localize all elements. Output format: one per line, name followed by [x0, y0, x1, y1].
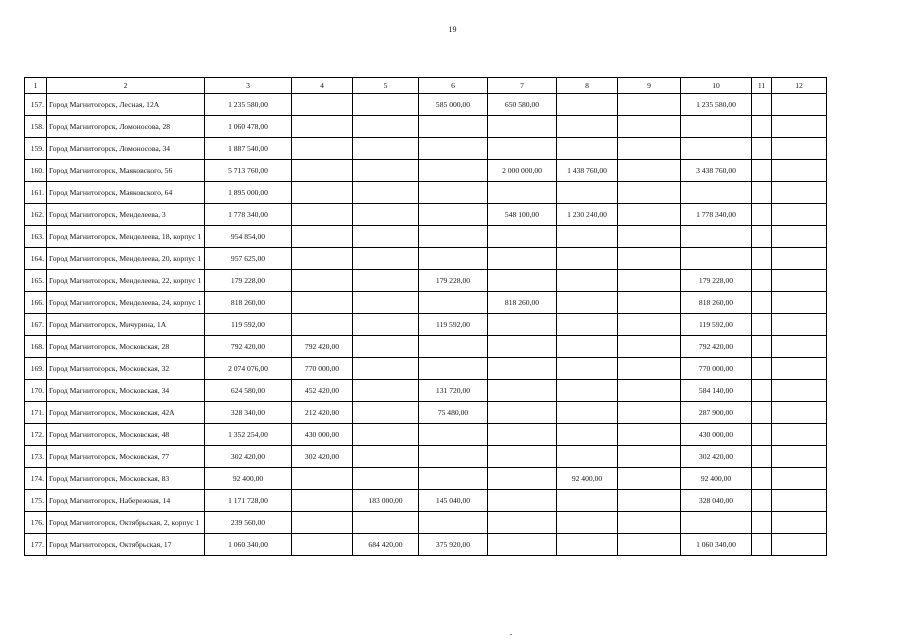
- amount-col-3: 792 420,00: [205, 336, 292, 358]
- table-row: [25, 292, 827, 314]
- amount-col-3: 1 352 254,00: [205, 424, 292, 446]
- amount-col-6: 131 720,00: [419, 380, 488, 402]
- amount-col-8: [557, 248, 618, 270]
- amount-col-12: [772, 424, 827, 446]
- amount-col-12: [772, 380, 827, 402]
- column-header-7: 7: [488, 78, 557, 94]
- amount-col-4: [292, 94, 353, 116]
- amount-col-9: [618, 292, 681, 314]
- amount-col-12: [772, 204, 827, 226]
- amount-col-3: 1 235 580,00: [205, 94, 292, 116]
- address-cell: Город Магнитогорск, Московская, 77: [47, 446, 205, 468]
- amount-col-9: [618, 402, 681, 424]
- amount-col-4: [292, 534, 353, 556]
- amount-col-7: [488, 468, 557, 490]
- amount-col-12: [772, 534, 827, 556]
- amount-col-10: 792 420,00: [681, 336, 752, 358]
- table-row: [25, 490, 827, 512]
- amount-col-3: 1 060 340,00: [205, 534, 292, 556]
- amount-col-12: [772, 138, 827, 160]
- table-row: [25, 204, 827, 226]
- amount-col-6: 75 480,00: [419, 402, 488, 424]
- amount-col-11: [752, 446, 772, 468]
- amount-col-10: 584 140,00: [681, 380, 752, 402]
- amount-col-3: 239 560,00: [205, 512, 292, 534]
- amount-col-11: [752, 336, 772, 358]
- amount-col-3: 954 854,00: [205, 226, 292, 248]
- amount-col-9: [618, 358, 681, 380]
- amount-col-9: [618, 270, 681, 292]
- amount-col-8: [557, 336, 618, 358]
- table-row: [25, 424, 827, 446]
- amount-col-3: 1 895 000,00: [205, 182, 292, 204]
- row-number: 160.: [25, 160, 47, 182]
- amount-col-12: [772, 446, 827, 468]
- amount-col-4: [292, 204, 353, 226]
- amount-col-9: [618, 116, 681, 138]
- amount-col-9: [618, 446, 681, 468]
- header-row: [25, 78, 827, 94]
- amount-col-5: [353, 314, 419, 336]
- amount-col-12: [772, 402, 827, 424]
- amount-col-7: [488, 314, 557, 336]
- amount-col-8: [557, 446, 618, 468]
- amount-col-9: [618, 380, 681, 402]
- row-number: 169.: [25, 358, 47, 380]
- address-cell: Город Магнитогорск, Ломоносова, 34: [47, 138, 205, 160]
- address-cell: Город Магнитогорск, Менделеева, 24, корпус 1: [47, 292, 205, 314]
- amount-col-7: 548 100,00: [488, 204, 557, 226]
- amount-col-11: [752, 468, 772, 490]
- amount-col-7: [488, 512, 557, 534]
- amount-col-4: [292, 490, 353, 512]
- address-cell: Город Магнитогорск, Менделеева, 20, корпус 1: [47, 248, 205, 270]
- table-row: [25, 138, 827, 160]
- amount-col-8: 1 438 760,00: [557, 160, 618, 182]
- amount-col-12: [772, 490, 827, 512]
- amount-col-3: 2 074 076,00: [205, 358, 292, 380]
- amount-col-6: [419, 336, 488, 358]
- amount-col-10: 287 900,00: [681, 402, 752, 424]
- amount-col-7: [488, 380, 557, 402]
- amount-col-10: 1 235 580,00: [681, 94, 752, 116]
- column-header-12: 12: [772, 78, 827, 94]
- amount-col-4: [292, 468, 353, 490]
- amount-col-7: [488, 490, 557, 512]
- address-cell: Город Магнитогорск, Октябрьская, 17: [47, 534, 205, 556]
- amount-col-11: [752, 270, 772, 292]
- row-number: 171.: [25, 402, 47, 424]
- amount-col-4: 212 420,00: [292, 402, 353, 424]
- amount-col-9: [618, 468, 681, 490]
- amount-col-4: 302 420,00: [292, 446, 353, 468]
- row-number: 176.: [25, 512, 47, 534]
- amount-col-9: [618, 512, 681, 534]
- amount-col-4: [292, 512, 353, 534]
- amount-col-6: [419, 424, 488, 446]
- amount-col-12: [772, 182, 827, 204]
- amount-col-7: 2 000 000,00: [488, 160, 557, 182]
- page-number: 19: [448, 25, 457, 34]
- amount-col-8: [557, 226, 618, 248]
- table-row: [25, 94, 827, 116]
- amount-col-3: 818 260,00: [205, 292, 292, 314]
- amount-col-11: [752, 204, 772, 226]
- address-cell: Город Магнитогорск, Московская, 48: [47, 424, 205, 446]
- amount-col-10: [681, 116, 752, 138]
- amount-col-9: [618, 314, 681, 336]
- row-number: 163.: [25, 226, 47, 248]
- amount-col-6: 145 040,00: [419, 490, 488, 512]
- amount-col-4: [292, 182, 353, 204]
- amount-col-6: [419, 248, 488, 270]
- amount-col-9: [618, 424, 681, 446]
- amount-col-9: [618, 336, 681, 358]
- amount-col-10: [681, 248, 752, 270]
- amount-col-7: [488, 358, 557, 380]
- amount-col-4: [292, 270, 353, 292]
- amount-col-6: [419, 160, 488, 182]
- amount-col-7: [488, 182, 557, 204]
- amount-col-12: [772, 292, 827, 314]
- amount-col-10: 328 040,00: [681, 490, 752, 512]
- amount-col-5: [353, 160, 419, 182]
- amount-col-12: [772, 248, 827, 270]
- amount-col-3: 302 420,00: [205, 446, 292, 468]
- row-number: 174.: [25, 468, 47, 490]
- amount-col-10: 1 778 340,00: [681, 204, 752, 226]
- amount-col-7: [488, 226, 557, 248]
- address-cell: Город Магнитогорск, Московская, 28: [47, 336, 205, 358]
- amount-col-3: 92 400,00: [205, 468, 292, 490]
- column-header-5: 5: [353, 78, 419, 94]
- amount-col-8: 1 230 240,00: [557, 204, 618, 226]
- table-row: [25, 380, 827, 402]
- address-cell: Город Магнитогорск, Маяковского, 56: [47, 160, 205, 182]
- amount-col-7: [488, 248, 557, 270]
- table-body: [25, 94, 827, 556]
- amount-col-12: [772, 314, 827, 336]
- amount-col-5: [353, 468, 419, 490]
- amount-col-7: [488, 336, 557, 358]
- amount-col-6: [419, 358, 488, 380]
- amount-col-5: [353, 138, 419, 160]
- address-cell: Город Магнитогорск, Набережная, 14: [47, 490, 205, 512]
- amount-col-11: [752, 94, 772, 116]
- table-row: [25, 160, 827, 182]
- address-cell: Город Магнитогорск, Менделеева, 22, корпус 1: [47, 270, 205, 292]
- address-cell: Город Магнитогорск, Октябрьская, 2, корпус 1: [47, 512, 205, 534]
- amount-col-3: 179 228,00: [205, 270, 292, 292]
- amount-col-8: [557, 490, 618, 512]
- amount-col-9: [618, 204, 681, 226]
- amount-col-5: [353, 94, 419, 116]
- amount-col-8: [557, 182, 618, 204]
- table-row: [25, 534, 827, 556]
- amount-col-8: [557, 380, 618, 402]
- amount-col-12: [772, 336, 827, 358]
- amount-col-6: [419, 446, 488, 468]
- address-cell: Город Магнитогорск, Московская, 83: [47, 468, 205, 490]
- amount-col-12: [772, 226, 827, 248]
- amount-col-10: 302 420,00: [681, 446, 752, 468]
- amount-col-10: 92 400,00: [681, 468, 752, 490]
- column-header-4: 4: [292, 78, 353, 94]
- row-number: 166.: [25, 292, 47, 314]
- amount-col-3: 1 171 728,00: [205, 490, 292, 512]
- amount-col-3: 624 580,00: [205, 380, 292, 402]
- amount-col-10: 119 592,00: [681, 314, 752, 336]
- amount-col-7: [488, 402, 557, 424]
- address-cell: Город Магнитогорск, Московская, 42А: [47, 402, 205, 424]
- amount-col-3: 1 778 340,00: [205, 204, 292, 226]
- table-row: [25, 402, 827, 424]
- amount-col-11: [752, 116, 772, 138]
- amount-col-11: [752, 226, 772, 248]
- table-row: [25, 336, 827, 358]
- amount-col-4: 452 420,00: [292, 380, 353, 402]
- amount-col-5: [353, 270, 419, 292]
- amount-col-7: [488, 270, 557, 292]
- amount-col-4: [292, 292, 353, 314]
- amount-col-12: [772, 468, 827, 490]
- amount-col-5: [353, 512, 419, 534]
- row-number: 170.: [25, 380, 47, 402]
- amount-col-4: [292, 248, 353, 270]
- amount-col-11: [752, 138, 772, 160]
- amount-col-9: [618, 248, 681, 270]
- column-header-1: 1: [25, 78, 47, 94]
- amount-col-9: [618, 160, 681, 182]
- row-number: 157.: [25, 94, 47, 116]
- table-row: [25, 358, 827, 380]
- table-row: [25, 512, 827, 534]
- amount-col-10: [681, 182, 752, 204]
- amount-col-6: 119 592,00: [419, 314, 488, 336]
- amount-col-8: [557, 116, 618, 138]
- table-row: [25, 468, 827, 490]
- amount-col-3: 957 625,00: [205, 248, 292, 270]
- amount-col-5: [353, 204, 419, 226]
- amount-col-8: [557, 270, 618, 292]
- amount-col-6: [419, 468, 488, 490]
- amount-col-4: [292, 226, 353, 248]
- amount-col-6: [419, 512, 488, 534]
- address-cell: Город Магнитогорск, Ломоносова, 28: [47, 116, 205, 138]
- amount-col-5: [353, 336, 419, 358]
- address-cell: Город Магнитогорск, Лесная, 12А: [47, 94, 205, 116]
- amount-col-11: [752, 380, 772, 402]
- amount-col-8: [557, 512, 618, 534]
- amount-col-5: [353, 116, 419, 138]
- amount-col-5: [353, 424, 419, 446]
- amount-col-3: 5 713 760,00: [205, 160, 292, 182]
- amount-col-12: [772, 116, 827, 138]
- column-header-6: 6: [419, 78, 488, 94]
- amount-col-5: [353, 248, 419, 270]
- register-table: [24, 77, 827, 556]
- column-header-3: 3: [205, 78, 292, 94]
- amount-col-10: 1 060 340,00: [681, 534, 752, 556]
- amount-col-7: [488, 534, 557, 556]
- address-cell: Город Магнитогорск, Менделеева, 3: [47, 204, 205, 226]
- amount-col-4: 770 000,00: [292, 358, 353, 380]
- column-header-8: 8: [557, 78, 618, 94]
- address-cell: Город Магнитогорск, Менделеева, 18, корпус 1: [47, 226, 205, 248]
- amount-col-12: [772, 270, 827, 292]
- amount-col-8: 92 400,00: [557, 468, 618, 490]
- amount-col-11: [752, 182, 772, 204]
- row-number: 167.: [25, 314, 47, 336]
- amount-col-10: 430 000,00: [681, 424, 752, 446]
- amount-col-3: 1 060 478,00: [205, 116, 292, 138]
- amount-col-6: [419, 116, 488, 138]
- amount-col-4: [292, 314, 353, 336]
- amount-col-11: [752, 292, 772, 314]
- amount-col-6: [419, 292, 488, 314]
- table-row: [25, 270, 827, 292]
- amount-col-10: 770 000,00: [681, 358, 752, 380]
- address-cell: Город Магнитогорск, Маяковского, 64: [47, 182, 205, 204]
- table-row: [25, 182, 827, 204]
- row-number: 173.: [25, 446, 47, 468]
- amount-col-9: [618, 226, 681, 248]
- amount-col-10: 818 260,00: [681, 292, 752, 314]
- amount-col-7: 818 260,00: [488, 292, 557, 314]
- column-header-10: 10: [681, 78, 752, 94]
- amount-col-8: [557, 402, 618, 424]
- amount-col-12: [772, 358, 827, 380]
- amount-col-4: [292, 138, 353, 160]
- amount-col-5: 183 000,00: [353, 490, 419, 512]
- amount-col-8: [557, 292, 618, 314]
- amount-col-9: [618, 138, 681, 160]
- amount-col-5: [353, 446, 419, 468]
- amount-col-5: 684 420,00: [353, 534, 419, 556]
- amount-col-3: 119 592,00: [205, 314, 292, 336]
- amount-col-3: 1 887 540,00: [205, 138, 292, 160]
- amount-col-5: [353, 226, 419, 248]
- amount-col-11: [752, 534, 772, 556]
- row-number: 172.: [25, 424, 47, 446]
- row-number: 161.: [25, 182, 47, 204]
- amount-col-11: [752, 490, 772, 512]
- row-number: 158.: [25, 116, 47, 138]
- amount-col-6: [419, 204, 488, 226]
- amount-col-4: [292, 160, 353, 182]
- amount-col-10: [681, 226, 752, 248]
- amount-col-5: [353, 380, 419, 402]
- column-header-11: 11: [752, 78, 772, 94]
- column-header-2: 2: [47, 78, 205, 94]
- table-row: [25, 116, 827, 138]
- amount-col-6: [419, 182, 488, 204]
- amount-col-3: 328 340,00: [205, 402, 292, 424]
- amount-col-6: 179 228,00: [419, 270, 488, 292]
- amount-col-4: 792 420,00: [292, 336, 353, 358]
- table-row: [25, 248, 827, 270]
- amount-col-9: [618, 534, 681, 556]
- amount-col-7: [488, 424, 557, 446]
- amount-col-10: [681, 138, 752, 160]
- address-cell: Город Магнитогорск, Мичурина, 1А: [47, 314, 205, 336]
- amount-col-12: [772, 94, 827, 116]
- amount-col-4: [292, 116, 353, 138]
- amount-col-8: [557, 424, 618, 446]
- row-number: 164.: [25, 248, 47, 270]
- row-number: 165.: [25, 270, 47, 292]
- amount-col-12: [772, 512, 827, 534]
- amount-col-5: [353, 402, 419, 424]
- amount-col-8: [557, 94, 618, 116]
- amount-col-9: [618, 94, 681, 116]
- amount-col-7: [488, 446, 557, 468]
- amount-col-6: 585 000,00: [419, 94, 488, 116]
- amount-col-5: [353, 358, 419, 380]
- row-number: 159.: [25, 138, 47, 160]
- amount-col-10: 3 438 760,00: [681, 160, 752, 182]
- amount-col-11: [752, 402, 772, 424]
- amount-col-11: [752, 424, 772, 446]
- amount-col-6: [419, 226, 488, 248]
- row-number: 168.: [25, 336, 47, 358]
- amount-col-10: [681, 512, 752, 534]
- amount-col-7: [488, 116, 557, 138]
- amount-col-11: [752, 358, 772, 380]
- amount-col-11: [752, 314, 772, 336]
- amount-col-6: [419, 138, 488, 160]
- address-cell: Город Магнитогорск, Московская, 32: [47, 358, 205, 380]
- amount-col-5: [353, 292, 419, 314]
- table-row: [25, 446, 827, 468]
- amount-col-8: [557, 138, 618, 160]
- amount-col-11: [752, 512, 772, 534]
- amount-col-12: [772, 160, 827, 182]
- amount-col-9: [618, 490, 681, 512]
- amount-col-5: [353, 182, 419, 204]
- amount-col-11: [752, 160, 772, 182]
- amount-col-11: [752, 248, 772, 270]
- table-row: [25, 226, 827, 248]
- row-number: 177.: [25, 534, 47, 556]
- column-header-9: 9: [618, 78, 681, 94]
- row-number: 175.: [25, 490, 47, 512]
- amount-col-6: 375 920,00: [419, 534, 488, 556]
- amount-col-7: 650 580,00: [488, 94, 557, 116]
- amount-col-8: [557, 534, 618, 556]
- address-cell: Город Магнитогорск, Московская, 34: [47, 380, 205, 402]
- amount-col-10: 179 228,00: [681, 270, 752, 292]
- scan-dot: [510, 634, 512, 635]
- table-row: [25, 314, 827, 336]
- amount-col-7: [488, 138, 557, 160]
- row-number: 162.: [25, 204, 47, 226]
- amount-col-8: [557, 358, 618, 380]
- amount-col-9: [618, 182, 681, 204]
- amount-col-4: 430 000,00: [292, 424, 353, 446]
- amount-col-8: [557, 314, 618, 336]
